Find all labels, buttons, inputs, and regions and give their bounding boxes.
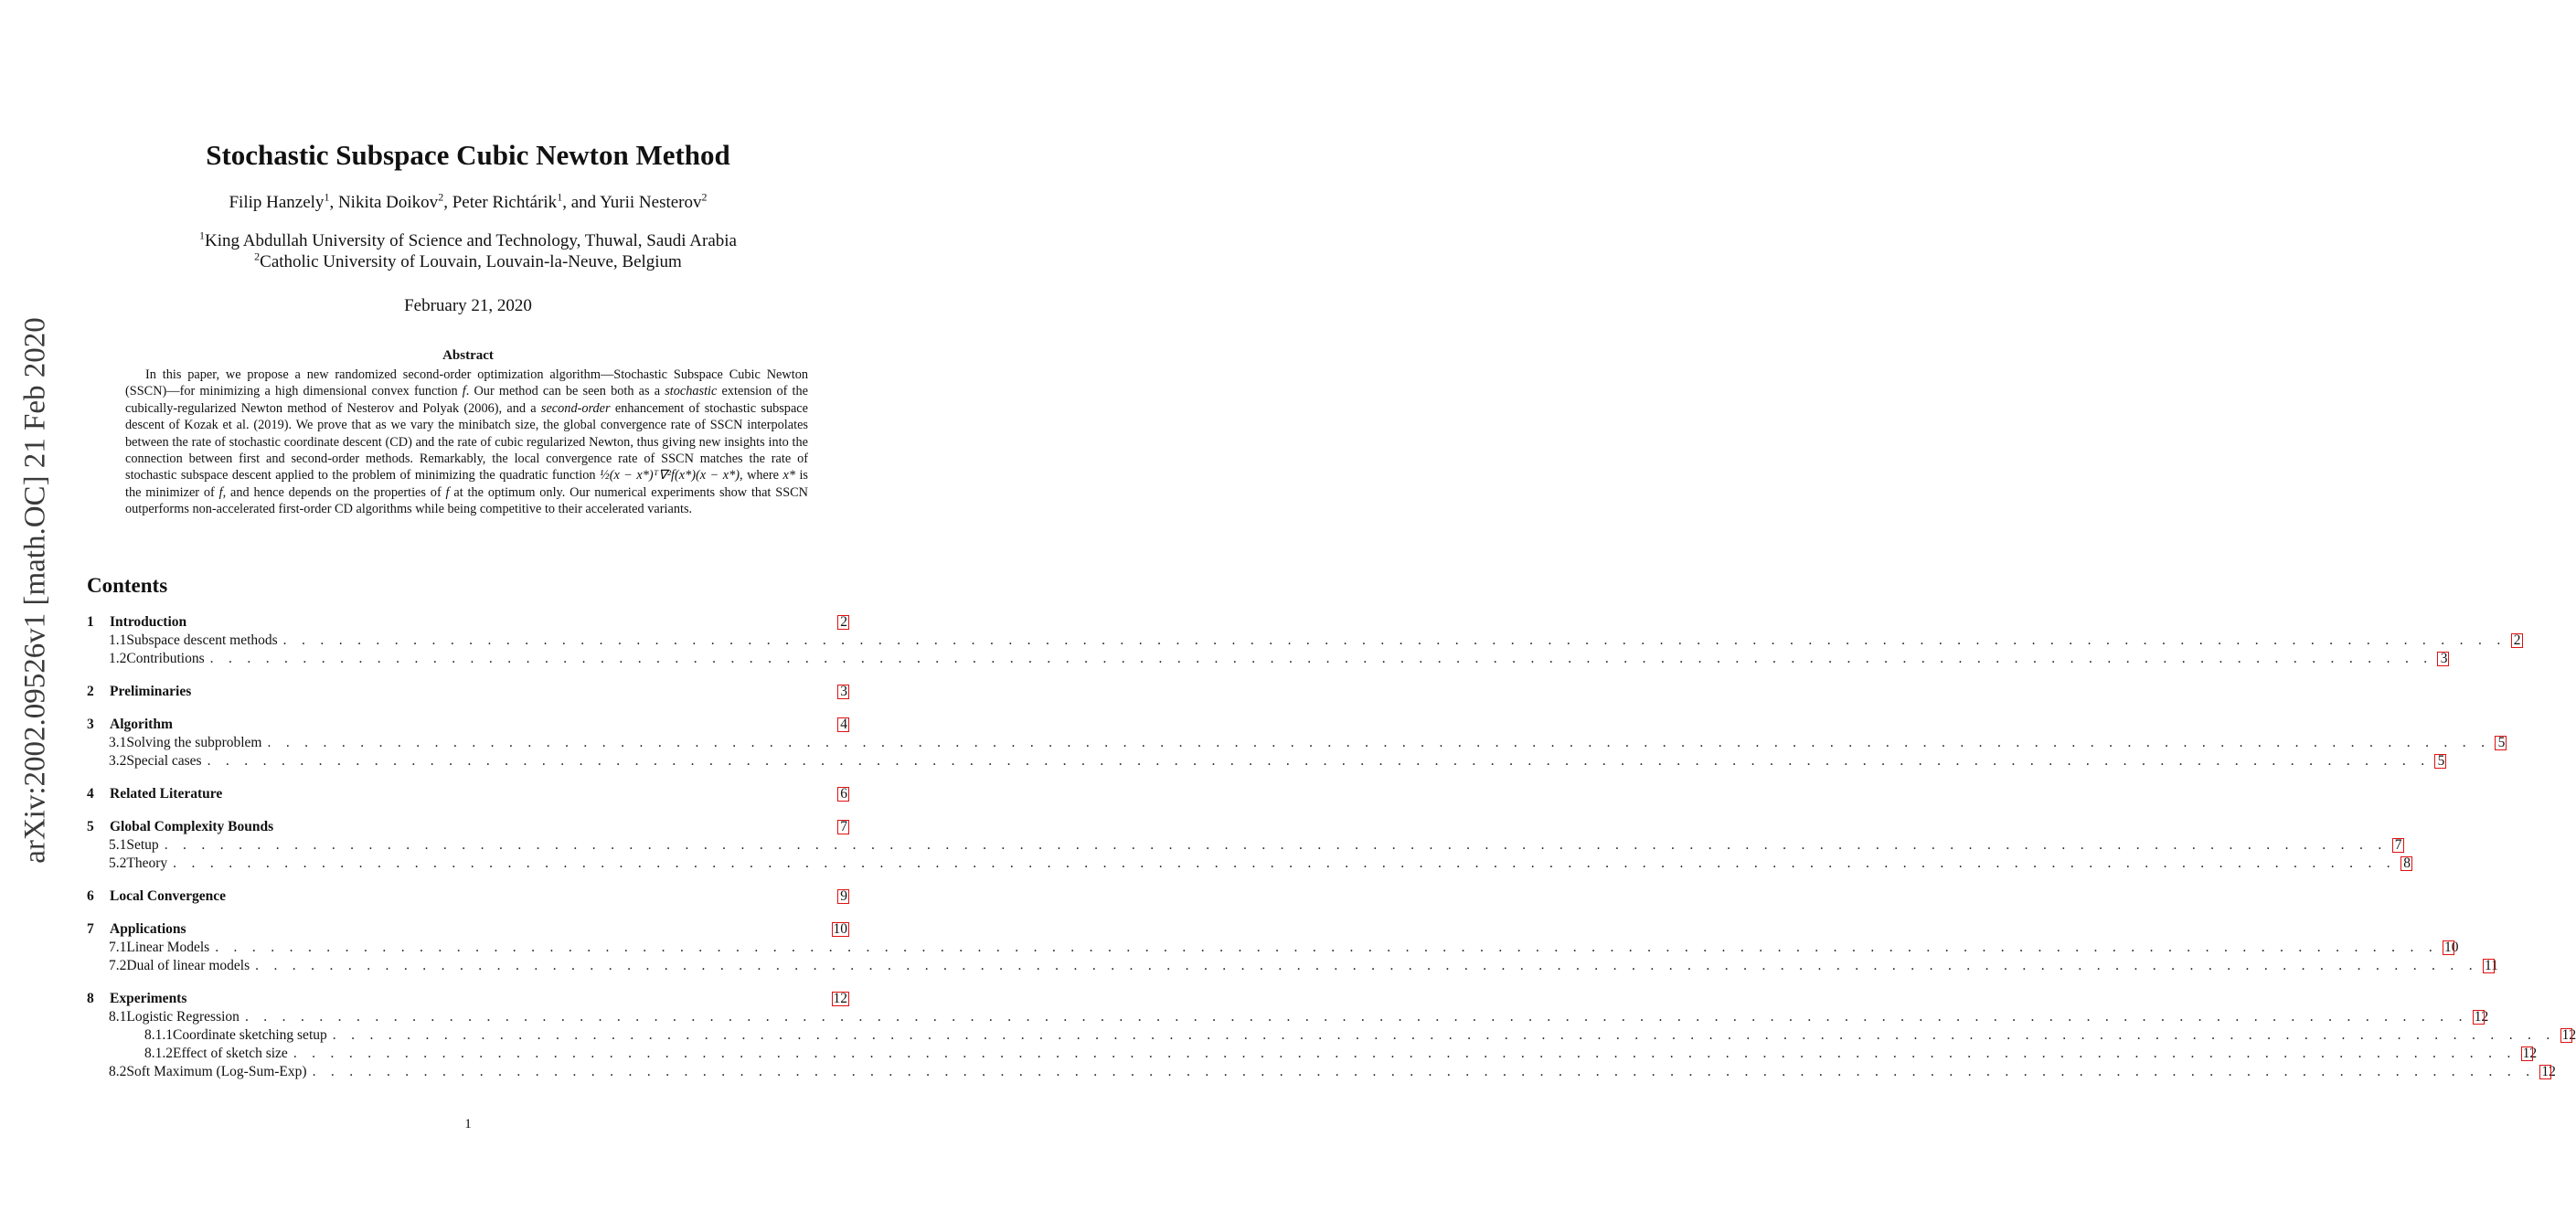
toc-number: 1.1 (109, 632, 127, 648)
toc-section[interactable] (87, 717, 848, 735)
toc-subsection[interactable] (87, 1064, 2556, 1082)
toc-label[interactable]: Dual of linear models (126, 958, 250, 973)
toc-page-link[interactable]: 12 (2561, 1027, 2576, 1043)
contents-heading: Contents (87, 574, 168, 597)
toc-page-link[interactable]: 11 (2484, 958, 2498, 973)
toc-label[interactable]: Global Complexity Bounds (110, 819, 274, 834)
toc-number: 8.1.2 (144, 1046, 173, 1061)
toc-label[interactable]: Applications (110, 921, 186, 937)
toc-page-link[interactable]: 5 (2496, 737, 2506, 749)
toc-label[interactable]: Logistic Regression (126, 1009, 240, 1025)
toc-number: 1.2 (109, 651, 127, 666)
author: Peter Richtárik (452, 193, 558, 212)
toc-number: 1 (87, 614, 94, 630)
toc-page-link[interactable]: 12 (2474, 1009, 2489, 1025)
paper-title: Stochastic Subspace Cubic Newton Method (206, 139, 730, 171)
toc-section[interactable] (87, 819, 848, 837)
author: Nikita Doikov (337, 193, 439, 212)
toc-page-link[interactable]: 9 (838, 890, 848, 903)
author-affil-mark: 1 (557, 190, 563, 204)
toc-subsection[interactable] (87, 855, 2411, 874)
toc-leader-dots: . . . . . . . . . . . . . . . . . . . . . . . . . . . . . . . . . . . . . . . . . . . . . . . . . . . . . . . . . . . . . . . . . . . . . . . . . . . . . . . . . . . . . . . . . . . . . . . . . . . . . . . . . . . . . . . . . . . . . . . . (215, 940, 2439, 955)
affiliation: $^1$King Abdullah University of Science and Technology, Thuwal, Saudi Arabia (199, 228, 737, 250)
toc-subsection[interactable] (87, 940, 2459, 958)
toc-number: 8.2 (109, 1064, 127, 1079)
toc-label[interactable]: Related Literature (110, 786, 223, 802)
toc-subsection[interactable] (87, 753, 2445, 771)
author-affil-mark: 2 (701, 190, 708, 204)
toc-label[interactable]: Contributions (126, 651, 205, 666)
toc-number: 3.1 (109, 735, 127, 750)
toc-label[interactable]: Subspace descent methods (126, 632, 278, 648)
toc-subsection[interactable] (87, 735, 2506, 753)
toc-section[interactable] (87, 921, 848, 940)
page-number: 1 (464, 1117, 472, 1131)
toc-leader-dots: . . . . . . . . . . . . . . . . . . . . . . . . . . . . . . . . . . . . . . . . . . . . . . . . . . . . . . . . . . . . . . . . . . . . . . . . . . . . . . . . . . . . . . . . . . . . . . . . . . . . . . . . . . . . . . . . . . . . . . . . (332, 1027, 2556, 1043)
author-affil-mark: 2 (438, 190, 444, 204)
toc-number: 5.2 (109, 855, 127, 871)
toc-number: 8.1.1 (144, 1027, 173, 1043)
abstract-heading: Abstract (442, 348, 494, 363)
toc-label[interactable]: Setup (126, 837, 159, 853)
toc-label[interactable]: Coordinate sketching setup (173, 1027, 327, 1043)
toc-label[interactable]: Linear Models (126, 940, 210, 955)
toc-page-link[interactable]: 12 (2522, 1046, 2538, 1061)
toc-page-link[interactable]: 4 (838, 718, 848, 731)
toc-page-link[interactable]: 7 (2393, 839, 2403, 852)
toc-label[interactable]: Soft Maximum (Log-Sum-Exp) (126, 1064, 307, 1079)
arxiv-sidebar (7, 305, 64, 876)
toc-leader-dots: . . . . . . . . . . . . . . . . . . . . . . . . . . . . . . . . . . . . . . . . . . . . . . . . . . . . . . . . . . . . . . . . . . . . . . . . . . . . . . . . . . . . . . . . . . . . . . . . . . . . . . . . . . . . . . . . . . . . . . . . (293, 1046, 2517, 1061)
author-list: Filip Hanzely$^1$, Nikita Doikov$^2$, Peter Richtárik$^1$, and Yurii Nesterov$^2$ (229, 190, 708, 212)
toc-number: 8.1 (109, 1009, 127, 1025)
toc-section[interactable] (87, 684, 848, 702)
toc-leader-dots: . . . . . . . . . . . . . . . . . . . . . . . . . . . . . . . . . . . . . . . . . . . . . . . . . . . . . . . . . . . . . . . . . . . . . . . . . . . . . . . . . . . . . . . . . . . . . . . . . . . . . . . . . . . . . . . . . . . . . . . . (282, 632, 2507, 648)
toc-section[interactable] (87, 888, 848, 907)
toc-page-link[interactable]: 12 (2541, 1064, 2556, 1079)
toc-section[interactable] (87, 614, 848, 632)
toc-section[interactable] (87, 991, 848, 1009)
author: Filip Hanzely (229, 193, 325, 212)
toc-subsection[interactable] (87, 1009, 2489, 1027)
toc-page-link[interactable]: 3 (2438, 653, 2448, 665)
toc-number: 7.2 (109, 958, 127, 973)
affiliation: $^2$Catholic University of Louvain, Louvain-la-Neuve, Belgium (254, 250, 682, 271)
toc-leader-dots: . . . . . . . . . . . . . . . . . . . . . . . . . . . . . . . . . . . . . . . . . . . . . . . . . . . . . . . . . . . . . . . . . . . . . . . . . . . . . . . . . . . . . . . . . . . . . . . . . . . . . . . . . . . . . . . . . . . . . . . . (207, 753, 2431, 769)
toc-page-link[interactable]: 3 (838, 685, 848, 698)
toc-label[interactable]: Experiments (110, 991, 187, 1006)
toc-page-link[interactable]: 5 (2435, 755, 2445, 768)
toc-leader-dots: . . . . . . . . . . . . . . . . . . . . . . . . . . . . . . . . . . . . . . . . . . . . . . . . . . . . . . . . . . . . . . . . . . . . . . . . . . . . . . . . . . . . . . . . . . . . . . . . . . . . . . . . . . . . . . . . . . . . . . . . (255, 958, 2478, 973)
toc-label[interactable]: Preliminaries (110, 684, 192, 699)
toc-label[interactable]: Local Convergence (110, 888, 226, 904)
toc-number: 3 (87, 717, 94, 732)
toc-page-link[interactable]: 2 (838, 616, 848, 629)
toc-number: 3.2 (109, 753, 127, 769)
toc-subsection[interactable] (87, 1027, 2576, 1046)
toc-label[interactable]: Solving the subproblem (126, 735, 262, 750)
paper-date: February 21, 2020 (404, 296, 532, 315)
author-affil-mark: 1 (324, 190, 330, 204)
toc-subsection[interactable] (87, 632, 2521, 651)
toc-section[interactable] (87, 786, 848, 804)
toc-leader-dots: . . . . . . . . . . . . . . . . . . . . . . . . . . . . . . . . . . . . . . . . . . . . . . . . . . . . . . . . . . . . . . . . . . . . . . . . . . . . . . . . . . . . . . . . . . . . . . . . . . . . . . . . . . . . . . . . . . . . . . . . (173, 855, 2396, 871)
toc-page-link[interactable]: 6 (838, 788, 848, 801)
author: Yurii Nesterov (600, 193, 702, 212)
toc-leader-dots: . . . . . . . . . . . . . . . . . . . . . . . . . . . . . . . . . . . . . . . . . . . . . . . . . . . . . . . . . . . . . . . . . . . . . . . . . . . . . . . . . . . . . . . . . . . . . . . . . . . . . . . . . . . . . . . . . . . . . . . . (209, 651, 2433, 666)
toc-label[interactable]: Theory (126, 855, 168, 871)
toc-number: 7.1 (109, 940, 127, 955)
toc-number: 2 (87, 684, 94, 699)
toc-number: 4 (87, 786, 94, 802)
abstract-text: In this paper, we propose a new randomized second-order optimization algorithm—Stochastic Subspace Cubic Newton (SSCN)—for minimizing a high dimensional convex function f. Our method can be seen both as a stochastic extension of the cubically-regularized Newton method of Nesterov and Polyak (2006), and a second-order enhancement of stochastic subspace descent of Kozak et al. (2019). We prove that as we vary the minibatch size, the global convergence rate of SSCN interpolates between the rate of stochastic coordinate descent (CD) and the rate of cubic regularized Newton, thus giving new insights into the connection between first and second-order methods. Remarkably, the local convergence rate of SSCN matches the rate of stochastic subspace descent applied to the problem of minimizing the quadratic function ½(x − x*)ᵀ∇²f(x*)(x − x*), where x* is the minimizer of f, and hence depends on the properties of f at the optimum only. Our numerical experiments show that SSCN outperforms non-accelerated first-order CD algorithms while being competitive to their accelerated variants. (125, 367, 809, 517)
toc-leader-dots: . . . . . . . . . . . . . . . . . . . . . . . . . . . . . . . . . . . . . . . . . . . . . . . . . . . . . . . . . . . . . . . . . . . . . . . . . . . . . . . . . . . . . . . . . . . . . . . . . . . . . . . . . . . . . . . . . . . . . . . . (312, 1064, 2536, 1079)
toc-page-link[interactable]: 2 (2512, 634, 2522, 647)
toc-number: 6 (87, 888, 94, 904)
toc-subsection[interactable] (87, 958, 2498, 976)
toc-number: 7 (87, 921, 94, 937)
toc-number: 8 (87, 991, 94, 1006)
arxiv-id: arXiv:2002.09526v1 [math.OC] 21 Feb 2020 (18, 317, 52, 864)
toc-subsection[interactable] (87, 651, 2448, 669)
toc-page-link[interactable]: 10 (833, 921, 847, 937)
toc-page-link[interactable]: 7 (838, 821, 848, 834)
toc-leader-dots: . . . . . . . . . . . . . . . . . . . . . . . . . . . . . . . . . . . . . . . . . . . . . . . . . . . . . . . . . . . . . . . . . . . . . . . . . . . . . . . . . . . . . . . . . . . . . . . . . . . . . . . . . . . . . . . . . . . . . . . . (164, 837, 2388, 853)
toc-number: 5.1 (109, 837, 127, 853)
toc-page-link[interactable]: 12 (833, 991, 847, 1006)
toc-subsection[interactable] (87, 837, 2402, 855)
toc-subsection[interactable] (87, 1046, 2538, 1064)
toc-label[interactable]: Introduction (110, 614, 187, 630)
toc-page-link[interactable]: 8 (2401, 857, 2411, 870)
toc-leader-dots: . . . . . . . . . . . . . . . . . . . . . . . . . . . . . . . . . . . . . . . . . . . . . . . . . . . . . . . . . . . . . . . . . . . . . . . . . . . . . . . . . . . . . . . . . . . . . . . . . . . . . . . . . . . . . . . . . . . . . . . . (267, 735, 2491, 750)
toc-label[interactable]: Special cases (126, 753, 202, 769)
quadratic-formula: ½(x − x*)ᵀ∇²f(x*)(x − x*) (600, 468, 740, 483)
toc-label[interactable]: Algorithm (110, 717, 173, 732)
table-of-contents (87, 614, 2576, 1082)
toc-label[interactable]: Effect of sketch size (173, 1046, 288, 1061)
toc-page-link[interactable]: 10 (2444, 940, 2459, 955)
toc-leader-dots: . . . . . . . . . . . . . . . . . . . . . . . . . . . . . . . . . . . . . . . . . . . . . . . . . . . . . . . . . . . . . . . . . . . . . . . . . . . . . . . . . . . . . . . . . . . . . . . . . . . . . . . . . . . . . . . . . . . . . . . . (244, 1009, 2468, 1025)
toc-number: 5 (87, 819, 94, 834)
